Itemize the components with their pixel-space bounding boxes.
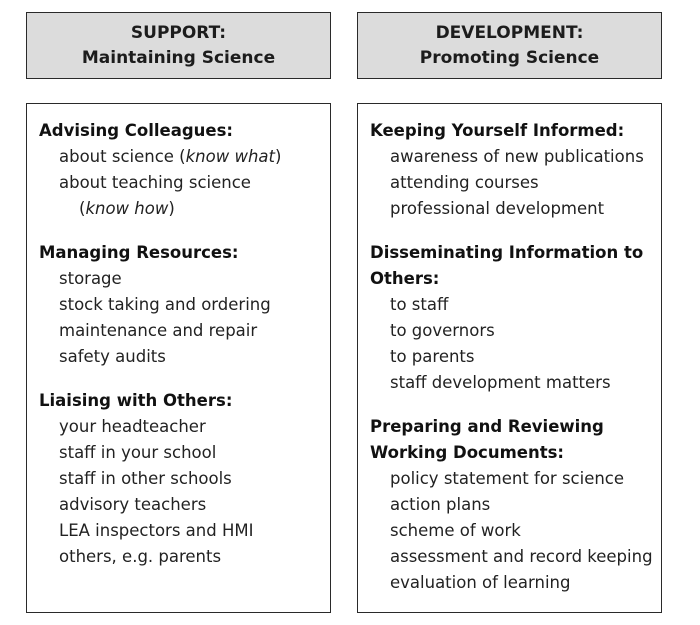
list-item: scheme of work	[390, 521, 521, 540]
list-item: staff in your school	[59, 443, 217, 462]
section-title: Advising Colleagues:	[39, 121, 234, 140]
item-text: (	[79, 199, 86, 218]
item-text: )	[168, 199, 175, 218]
list-item: assessment and record keeping	[390, 547, 653, 566]
section-title: Preparing and Reviewing	[370, 417, 604, 436]
support-header	[26, 12, 331, 79]
list-item: your headteacher	[59, 417, 206, 436]
list-item: awareness of new publications	[390, 147, 644, 166]
list-item: to staff	[390, 295, 449, 314]
list-item: to parents	[390, 347, 475, 366]
item-italic-text: know how	[85, 199, 169, 218]
list-item	[39, 144, 318, 170]
list-item: LEA inspectors and HMI	[59, 521, 254, 540]
section-title: Liaising with Others:	[39, 391, 233, 410]
list-item: safety audits	[59, 347, 166, 366]
disseminating-section	[370, 240, 649, 396]
list-item: maintenance and repair	[59, 321, 258, 340]
section-title: Keeping Yourself Informed:	[370, 121, 625, 140]
list-item: advisory teachers	[59, 495, 207, 514]
section-title-continued: Others:	[370, 269, 440, 288]
support-header-title: SUPPORT:	[130, 22, 227, 43]
advising-colleagues-section	[39, 118, 318, 222]
list-item: evaluation of learning	[390, 573, 571, 592]
support-box	[26, 103, 331, 613]
list-item: attending courses	[390, 173, 539, 192]
section-title: Disseminating Information to	[370, 243, 644, 262]
development-header-title: DEVELOPMENT:	[435, 22, 584, 43]
liaising-section	[39, 388, 318, 570]
list-item: action plans	[390, 495, 491, 514]
list-item: staff development matters	[390, 373, 611, 392]
list-item: others, e.g. parents	[59, 547, 222, 566]
list-item: policy statement for science	[390, 469, 625, 488]
list-item: to governors	[390, 321, 495, 340]
list-item: storage	[59, 269, 122, 288]
development-header	[357, 12, 662, 79]
keeping-informed-section	[370, 118, 649, 222]
support-header-subtitle: Maintaining Science	[81, 47, 276, 68]
list-item	[39, 196, 318, 222]
section-title-continued: Working Documents:	[370, 443, 565, 462]
development-header-subtitle: Promoting Science	[419, 47, 600, 68]
list-item: staff in other schools	[59, 469, 232, 488]
development-box	[357, 103, 662, 613]
list-item: stock taking and ordering	[59, 295, 271, 314]
item-italic-text: know what	[185, 147, 276, 166]
item-text: about science (	[59, 147, 186, 166]
list-item: about teaching science	[59, 173, 251, 192]
item-text: )	[275, 147, 282, 166]
managing-resources-section	[39, 240, 318, 370]
list-item: professional development	[390, 199, 605, 218]
section-title: Managing Resources:	[39, 243, 239, 262]
working-documents-section	[370, 414, 653, 596]
